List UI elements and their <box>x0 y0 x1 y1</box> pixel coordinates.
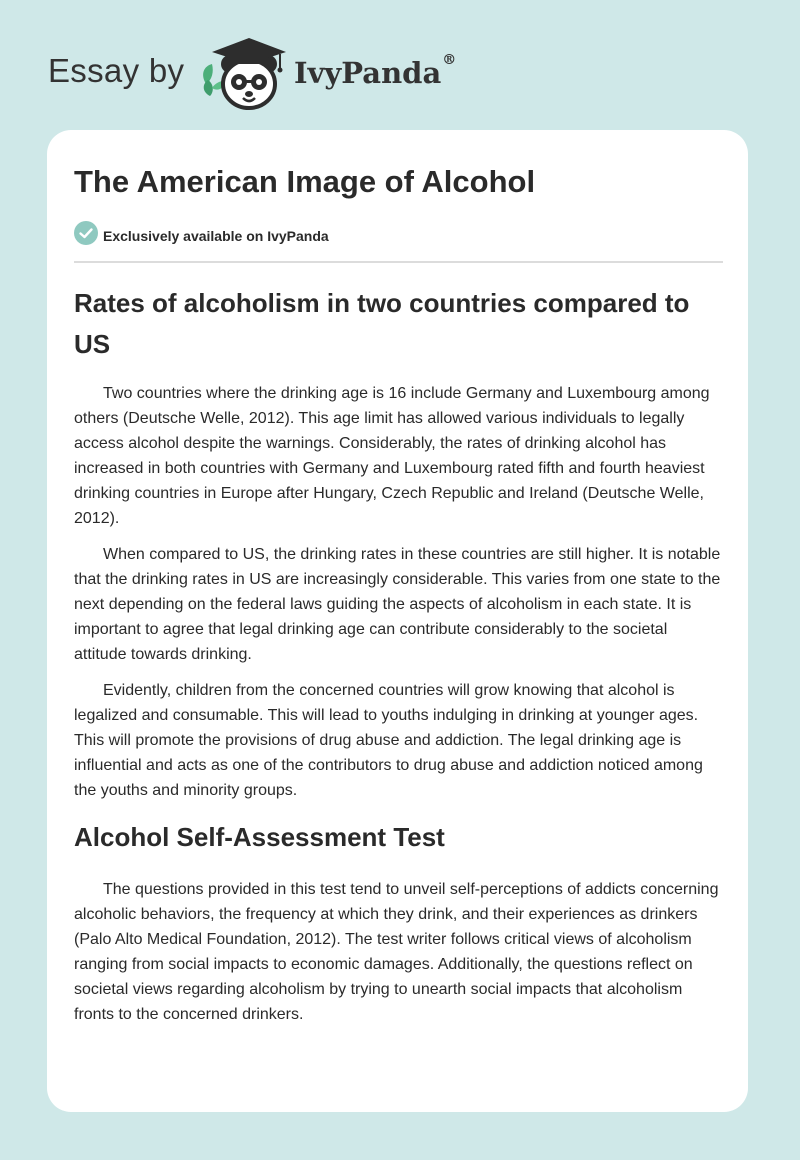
exclusive-badge <box>74 221 329 250</box>
registered-mark: ® <box>442 52 457 68</box>
section-rates <box>74 283 724 803</box>
section-heading: Alcohol Self-Assessment Test <box>74 822 445 852</box>
brand-header <box>48 34 568 114</box>
title-divider <box>74 261 723 263</box>
panda-logo-icon[interactable] <box>200 34 292 119</box>
article-body <box>74 280 724 1027</box>
page-title: The American Image of Alcohol <box>74 164 536 199</box>
check-circle-icon <box>74 221 98 250</box>
section-heading: Rates of alcoholism in two countries compared to US <box>74 288 690 359</box>
brand-name-text: IvyPanda <box>294 56 442 90</box>
paragraph: Two countries where the drinking age is 16 include Germany and Luxembourg among others (Deutsche Welle, 2012). This age limit has allowed various individuals to legally access alcohol despite the warnings. Considerably, the rates of drinking alcohol has increased in both countries with Germany and Luxembourg rated fifth and fourth heaviest drinking countries in Europe after Hungary, Czech Republic and Ireland (Deutsche Welle, 2012). <box>74 385 710 527</box>
section-self-assessment <box>74 817 724 1027</box>
exclusive-badge-text: Exclusively available on IvyPanda <box>103 227 329 244</box>
brand-prefix: Essay by <box>48 52 185 89</box>
brand-name[interactable] <box>294 52 457 90</box>
paragraph: Evidently, children from the concerned countries will grow knowing that alcohol is legalized and consumable. This will lead to youths indulging in drinking at younger ages. This will promote the provisions of drug abuse and addiction. The legal drinking age is influential and acts as one of the contributors to drug abuse and addiction noticed among the youths and minority groups. <box>74 682 703 799</box>
paragraph: When compared to US, the drinking rates in these countries are still higher. It is notable that the drinking rates in US are increasingly considerable. This varies from one state to the next depending on the federal laws guiding the aspects of alcoholism in each state. It is important to agree that legal drinking age can contribute considerably to the societal attitude towards drinking. <box>74 546 721 663</box>
article-card <box>47 130 748 1112</box>
paragraph: The questions provided in this test tend to unveil self-perceptions of addicts concerning alcoholic behaviors, the frequency at which they drink, and their experiences as drinkers (Palo Alto Medical Foundation, 2012). The test writer follows critical views of alcoholism ranging from social impacts to economic damages. Additionally, the questions reflect on societal views regarding alcoholism by trying to unearth social impacts that alcoholism fronts to the concerned drinkers. <box>74 881 719 1023</box>
